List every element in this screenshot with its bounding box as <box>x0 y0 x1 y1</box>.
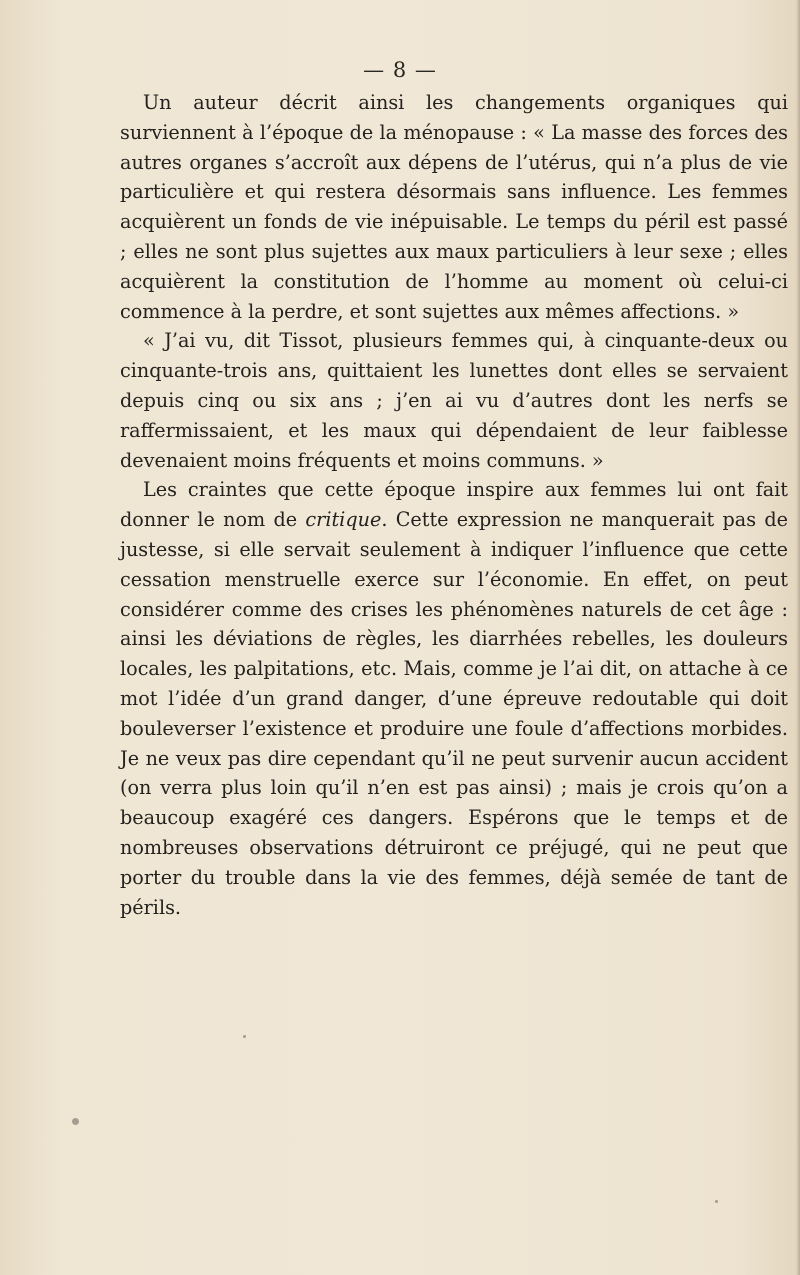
paragraph-1: Un auteur décrit ainsi les changements organiques qui surviennent à l’époque de la ménopause : « La masse des forces des autres organes s’accroît aux dépens de l’utérus, qui n’a plus de vie particulière et qui restera désormais sans influence. Les femmes acquièrent un fonds de vie inépuisable. Le temps du péril est passé ; elles ne sont plus sujettes aux maux particuliers à leur sexe ; elles acquièrent la constitution de l’homme au moment où celui-ci commence à la perdre, et sont sujettes aux mêmes affections. » <box>120 91 788 323</box>
paragraph-3-before: Les craintes que cette époque inspire aux femmes lui ont fait donner le nom de <box>120 478 788 532</box>
paragraph-3-after: . Cette expression ne manquerait pas de justesse, si elle servait seulement à indiquer l’influence que cette cessation menstruelle exerce sur l’économie. En effet, on peut considérer comme des crises les phénomènes naturels de cet âge : ainsi les déviations de règles, les diarrhées rebelles, les douleurs locales, les palpitations, etc. Mais, comme je l’ai dit, on attache à ce mot l’idée d’un grand danger, d’une épreuve redoutable qui doit bouleverser l’existence et produire une foule d’affections morbides. Je ne veux pas dire cependant qu’il ne peut survenir aucun accident (on verra plus loin qu’il n’en est pas ainsi) ; mais je crois qu’on a beaucoup exagéré ces dangers. Espérons que le temps et de nombreuses observations détruiront ce préjugé, qui ne peut que porter du trouble dans la vie des femmes, déjà semée de tant de périls. <box>120 508 788 919</box>
page-number: — 8 — <box>363 58 437 82</box>
paragraph-3 <box>120 475 788 922</box>
body-text <box>120 88 788 922</box>
paper-speck <box>243 1035 246 1038</box>
emphasized-word: critique <box>305 508 382 532</box>
paper-speck <box>715 1200 718 1203</box>
paper-speck <box>72 1118 79 1125</box>
page-edge-shadow <box>796 0 800 1275</box>
paragraph-2: « J’ai vu, dit Tissot, plusieurs femmes qui, à cinquante-deux ou cinquante-trois ans, quittaient les lunettes dont elles se servaient depuis cinq ou six ans ; j’en ai vu d’autres dont les nerfs se raffermissaient, et les maux qui dépendaient de leur faiblesse devenaient moins fréquents et moins communs. » <box>120 329 788 472</box>
